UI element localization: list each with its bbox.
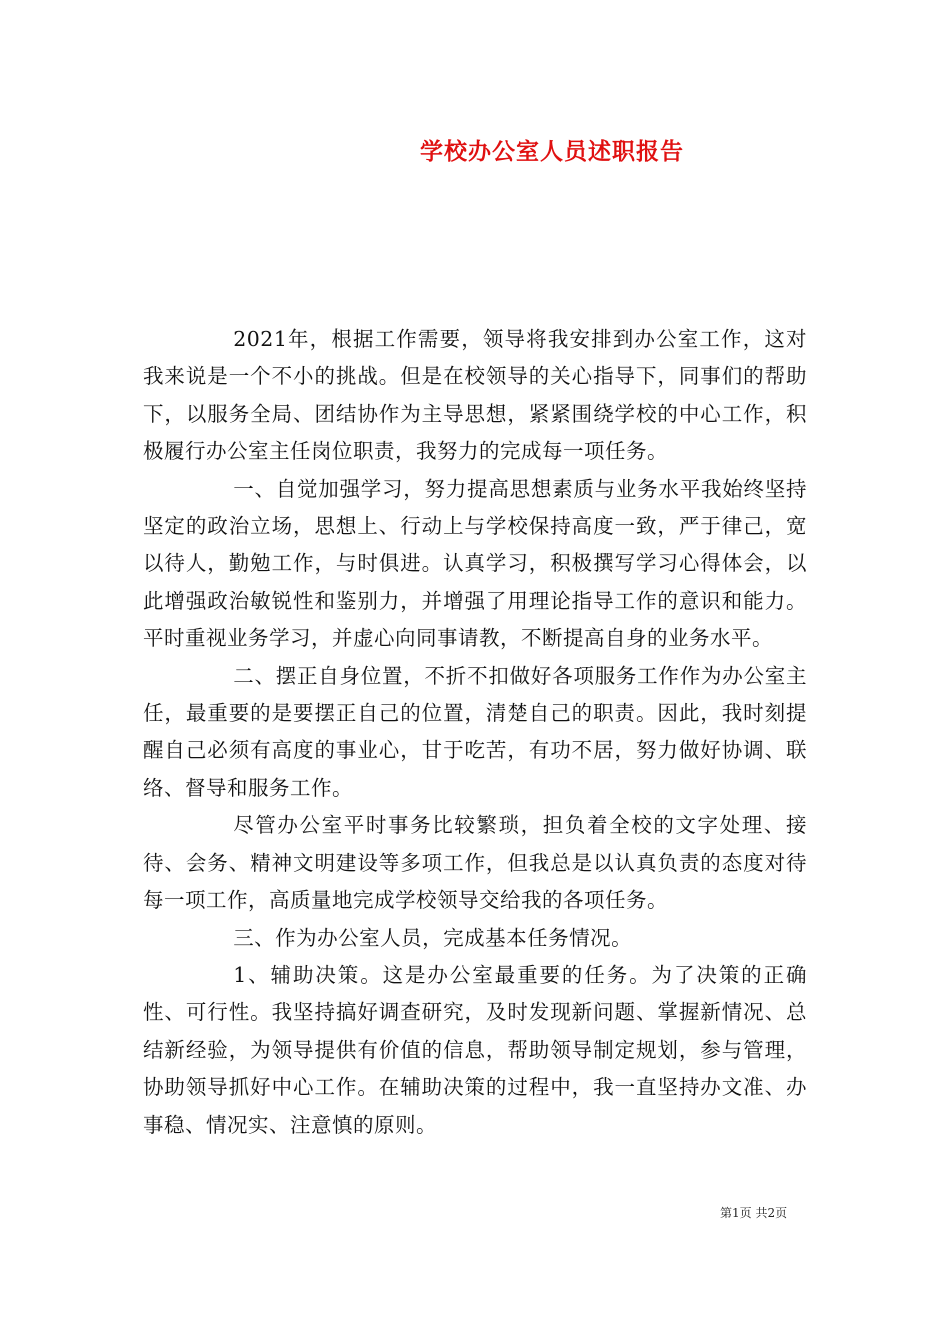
document-body <box>143 321 807 1144</box>
paragraph: 尽管办公室平时事务比较繁琐，担负着全校的文字处理、接待、会务、精神文明建设等多项工作，但我总是以认真负责的态度对待每一项工作，高质量地完成学校领导交给我的各项任务。 <box>143 813 807 913</box>
paragraph: 一、自觉加强学习，努力提高思想素质与业务水平我始终坚持坚定的政治立场，思想上、行动上与学校保持高度一致，严于律己，宽以待人，勤勉工作，与时俱进。认真学习，积极撰写学习心得体会，以此增强政治敏锐性和鉴别力，并增强了用理论指导工作的意识和能力。平时重视业务学习，并虚心向同事请教，不断提高自身的业务水平。 <box>143 476 807 651</box>
document-title: 学校办公室人员述职报告 <box>420 138 684 165</box>
paragraph: 2021年，根据工作需要，领导将我安排到办公室工作，这对我来说是一个不小的挑战。但是在校领导的关心指导下，同事们的帮助下，以服务全局、团结协作为主导思想，紧紧围绕学校的中心工作，积极履行办公室主任岗位职责，我努力的完成每一项任务。 <box>143 327 807 464</box>
paragraph: 二、摆正自身位置，不折不扣做好各项服务工作作为办公室主任，最重要的是要摆正自己的位置，清楚自己的职责。因此，我时刻提醒自己必须有高度的事业心，甘于吃苦，有功不居，努力做好协调、联络、督导和服务工作。 <box>143 663 807 800</box>
paragraph: 三、作为办公室人员，完成基本任务情况。 <box>233 925 633 950</box>
paragraph: 1、辅助决策。这是办公室最重要的任务。为了决策的正确性、可行性。我坚持搞好调查研究，及时发现新问题、掌握新情况、总结新经验，为领导提供有价值的信息，帮助领导制定规划，参与管理，协助领导抓好中心工作。在辅助决策的过程中，我一直坚持办文准、办事稳、情况实、注意慎的原则。 <box>143 962 807 1137</box>
page-number: 第1页 共2页 <box>720 1206 788 1220</box>
